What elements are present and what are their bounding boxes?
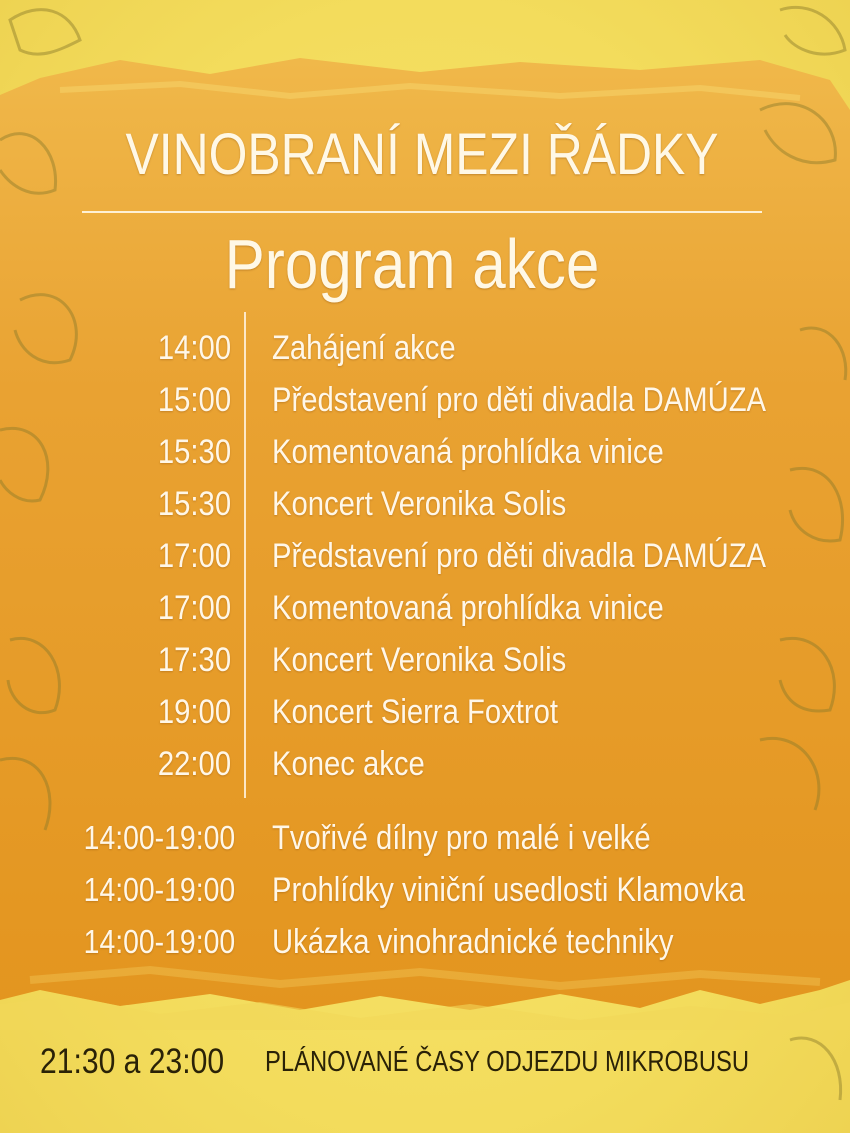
workshop-event: Ukázka vinohradnické techniky — [272, 923, 674, 961]
workshop-row — [0, 864, 850, 916]
schedule-row — [0, 582, 850, 634]
title-underline — [82, 211, 762, 213]
schedule-event: Koncert Veronika Solis — [272, 641, 567, 679]
schedule-row — [0, 738, 850, 790]
schedule-time: 15:30 — [157, 433, 231, 471]
schedule-time: 17:00 — [157, 537, 231, 575]
schedule-time: 15:00 — [157, 381, 231, 419]
schedule-event: Zahájení akce — [272, 329, 456, 367]
schedule-time: 17:00 — [157, 589, 231, 627]
schedule-row — [0, 686, 850, 738]
schedule-row — [0, 374, 850, 426]
program-subtitle: Program akce — [224, 225, 600, 303]
workshop-time: 14:00-19:00 — [83, 819, 235, 856]
bus-departure-note: PLÁNOVANÉ ČASY ODJEZDU MIKROBUSU — [265, 1046, 750, 1078]
schedule-event: Konec akce — [272, 745, 425, 783]
schedule-time: 19:00 — [157, 693, 231, 731]
event-title: VINOBRANÍ MEZI ŘÁDKY — [125, 122, 719, 187]
schedule-row — [0, 322, 850, 374]
workshop-event: Tvořivé dílny pro malé i velké — [272, 819, 651, 857]
workshop-row — [0, 812, 850, 864]
schedule-event: Představení pro děti divadla DAMÚZA — [272, 537, 767, 575]
schedule-event: Koncert Veronika Solis — [272, 485, 567, 523]
schedule-event: Komentovaná prohlídka vinice — [272, 589, 664, 627]
schedule-event: Koncert Sierra Foxtrot — [272, 693, 559, 731]
schedule-time: 15:30 — [157, 485, 231, 523]
schedule-time: 17:30 — [157, 641, 231, 679]
workshop-row — [0, 916, 850, 968]
bus-departure-times: 21:30 a 23:00 — [40, 1042, 225, 1081]
schedule-row — [0, 530, 850, 582]
workshop-event: Prohlídky viniční usedlosti Klamovka — [272, 871, 745, 909]
schedule-time: 14:00 — [157, 329, 231, 367]
schedule-row — [0, 634, 850, 686]
schedule-row — [0, 478, 850, 530]
workshop-time: 14:00-19:00 — [83, 923, 235, 960]
schedule-time: 22:00 — [157, 745, 231, 783]
schedule-event: Představení pro děti divadla DAMÚZA — [272, 381, 767, 419]
schedule-row — [0, 426, 850, 478]
schedule-event: Komentovaná prohlídka vinice — [272, 433, 664, 471]
workshop-time: 14:00-19:00 — [83, 871, 235, 908]
